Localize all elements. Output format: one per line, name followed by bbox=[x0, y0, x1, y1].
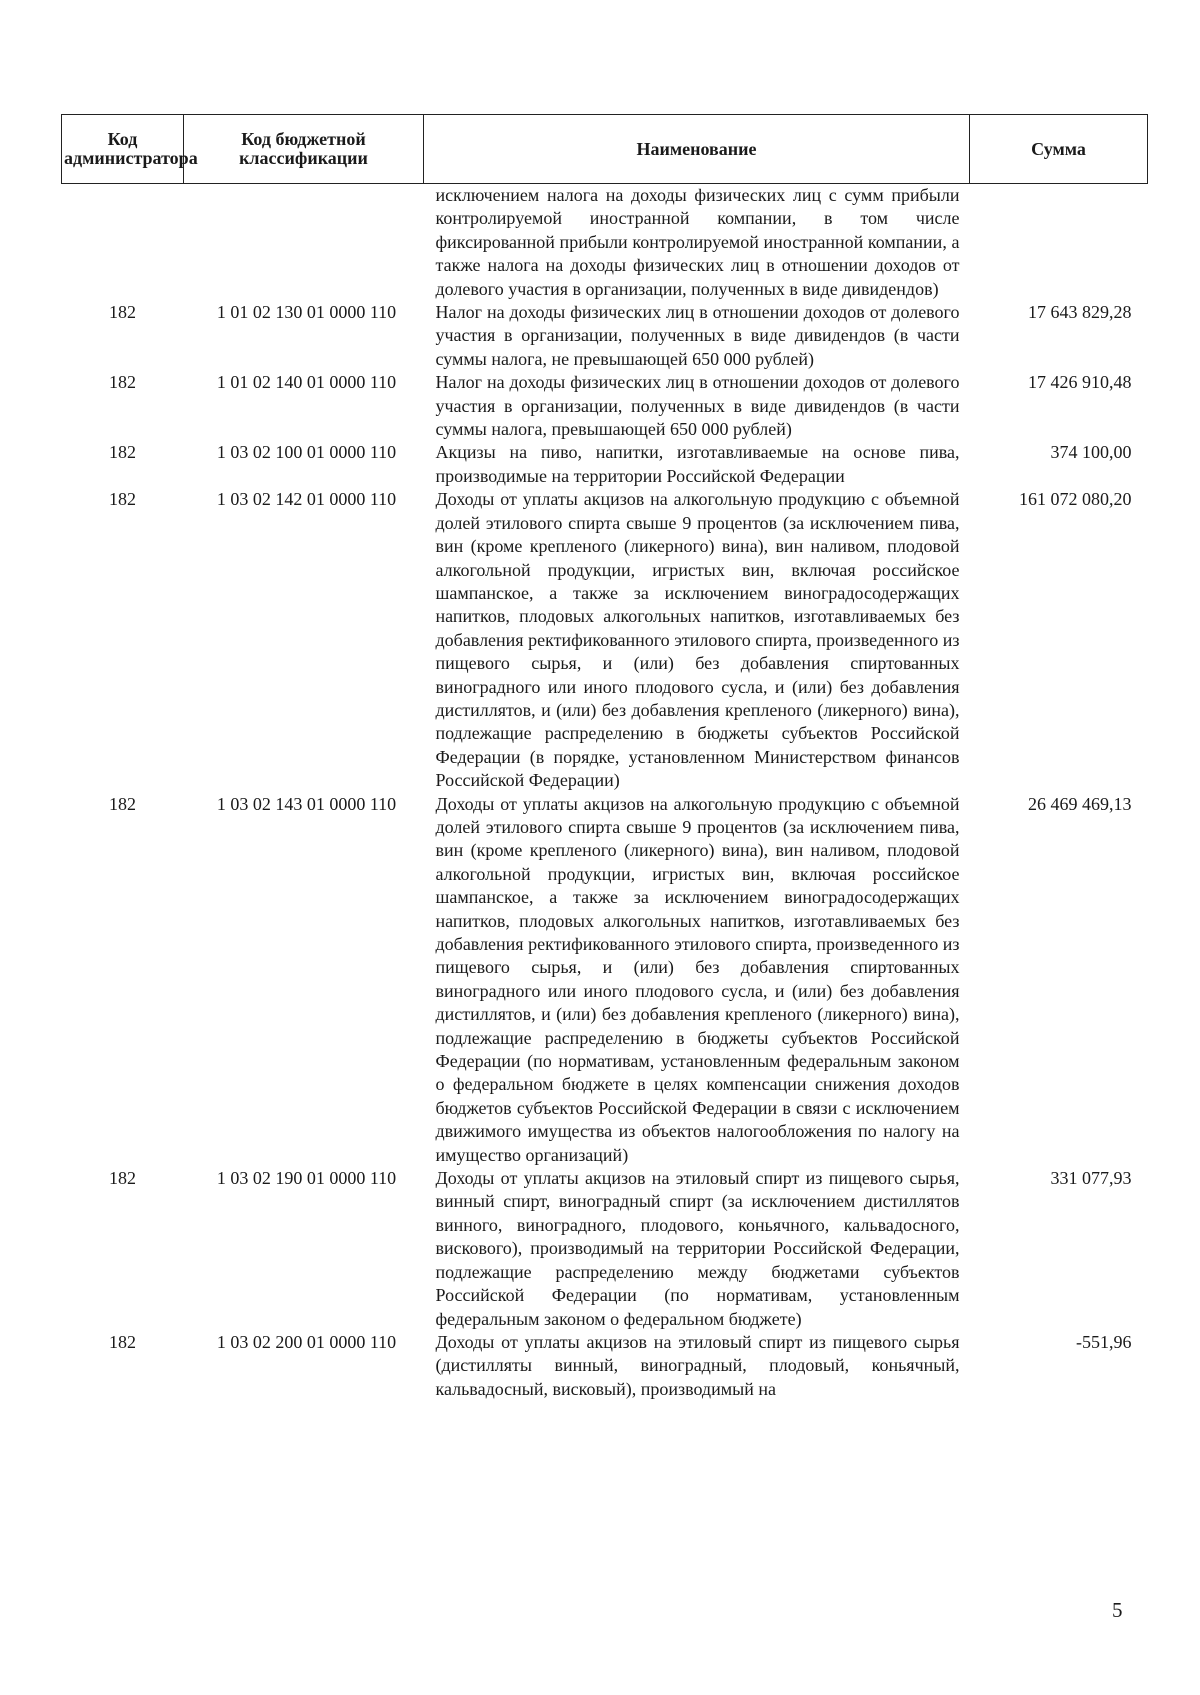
admin-code: 182 bbox=[109, 1168, 136, 1189]
header-budget-code: Код бюджетной классификации bbox=[184, 115, 424, 184]
budget-code: 1 03 02 100 01 0000 110 bbox=[216, 442, 397, 463]
header-amount: Сумма bbox=[970, 115, 1148, 184]
revenue-name: Налог на доходы физических лиц в отношении доходов от долевого участия в организации, полученных в виде дивидендов (в части суммы налога, не превышающей 650 000 рублей) bbox=[435, 302, 960, 369]
table-body bbox=[62, 184, 1148, 1402]
budget-code: 1 03 02 190 01 0000 110 bbox=[216, 1168, 397, 1189]
budget-code: 1 01 02 130 01 0000 110 bbox=[216, 302, 397, 323]
admin-code: 182 bbox=[109, 442, 136, 463]
admin-code: 182 bbox=[109, 1331, 136, 1352]
admin-code: 182 bbox=[109, 793, 136, 814]
amount: 17 643 829,28 bbox=[1028, 302, 1132, 323]
revenue-name: Доходы от уплаты акцизов на этиловый спирт из пищевого сырья, винный спирт, виноградный спирт (за исключением дистиллятов винного, виноградного, плодового, коньячного, кальвадосного, вискового), производимый на территории Российской Федерации, подлежащие распределению между бюджетами субъектов Российской Федерации (по нормативам, установленным федеральным законом о федеральном бюджете) bbox=[435, 1168, 960, 1329]
table-row bbox=[62, 301, 1148, 371]
admin-code: 182 bbox=[109, 372, 136, 393]
page-number: 5 bbox=[1112, 1598, 1123, 1622]
budget-code: 1 01 02 140 01 0000 110 bbox=[216, 372, 397, 393]
table-row bbox=[62, 441, 1148, 488]
revenue-name: Налог на доходы физических лиц в отношении доходов от долевого участия в организации, полученных в виде дивидендов (в части суммы налога, превышающей 650 000 рублей) bbox=[435, 372, 960, 440]
revenue-name: Акцизы на пиво, напитки, изготавливаемые на основе пива, производимые на территории Российской Федерации bbox=[435, 442, 960, 486]
amount: 17 426 910,48 bbox=[1028, 372, 1132, 393]
amount: -551,96 bbox=[1076, 1331, 1132, 1352]
revenue-name: Доходы от уплаты акцизов на алкогольную продукцию с объемной долей этилового спирта свыше 9 процентов (за исключением пива, вин (кроме крепленого (ликерного) вина), вин наливом, плодовой алкогольной продукции, игристых вин, включая российское шампанское, а также за исключением виноградосодержащих напитков, плодовых алкогольных напитков, изготавливаемых без добавления ректификованного этилового спирта, произведенного из пищевого сырья, и (или) без добавления спиртованных виноградного или иного плодового сусла, и (или) без добавления дистиллятов, и (или) без добавления крепленого (ликерного) вина), подлежащие распределению в бюджеты субъектов Российской Федерации (по нормативам, установленным федеральным законом о федеральном бюджете в целях компенсации снижения доходов бюджетов субъектов Российской Федерации в связи с исключением движимого имущества из объектов налогообложения по налогу на имущество организаций) bbox=[435, 793, 960, 1165]
budget-code: 1 03 02 200 01 0000 110 bbox=[216, 1331, 397, 1352]
budget-code: 1 03 02 142 01 0000 110 bbox=[216, 489, 397, 510]
revenue-name: Доходы от уплаты акцизов на этиловый спирт из пищевого сырья (дистилляты винный, виноградный, плодовый, коньячный, кальвадосный, висковый), производимый на bbox=[435, 1331, 960, 1399]
amount: 331 077,93 bbox=[1050, 1168, 1132, 1189]
table-row bbox=[62, 1331, 1148, 1401]
revenue-table bbox=[61, 114, 1148, 1401]
header-admin-code: Код администратора bbox=[62, 115, 184, 184]
budget-code: 1 03 02 143 01 0000 110 bbox=[216, 793, 397, 814]
continuation-text: исключением налога на доходы физических лиц с сумм прибыли контролируемой иностранной компании, в том числе фиксированной прибыли контролируемой иностранной компании, а также налога на доходы физических лиц в отношении доходов от долевого участия в организации, полученных в виде дивидендов) bbox=[435, 185, 960, 299]
table-row-continuation bbox=[62, 184, 1148, 302]
amount: 374 100,00 bbox=[1050, 442, 1132, 463]
table-row bbox=[62, 488, 1148, 792]
table-row bbox=[62, 1167, 1148, 1331]
amount: 26 469 469,13 bbox=[1028, 793, 1132, 814]
table-header bbox=[62, 115, 1148, 184]
revenue-name: Доходы от уплаты акцизов на алкогольную продукцию с объемной долей этилового спирта свыше 9 процентов (за исключением пива, вин (кроме крепленого (ликерного) вина), вин наливом, плодовой алкогольной продукции, игристых вин, включая российское шампанское, а также за исключением виноградосодержащих напитков, плодовых алкогольных напитков, изготавливаемых без добавления ректификованного этилового спирта, произведенного из пищевого сырья, и (или) без добавления спиртованных виноградного или иного плодового сусла, и (или) без добавления дистиллятов, и (или) без добавления крепленого (ликерного) вина), подлежащие распределению в бюджеты субъектов Российской Федерации (в порядке, установленном Министерством финансов Российской Федерации) bbox=[435, 489, 960, 791]
table-row bbox=[62, 793, 1148, 1168]
amount: 161 072 080,20 bbox=[1019, 489, 1132, 510]
admin-code: 182 bbox=[109, 489, 136, 510]
admin-code: 182 bbox=[109, 302, 136, 323]
table-row bbox=[62, 371, 1148, 441]
header-name: Наименование bbox=[424, 115, 970, 184]
